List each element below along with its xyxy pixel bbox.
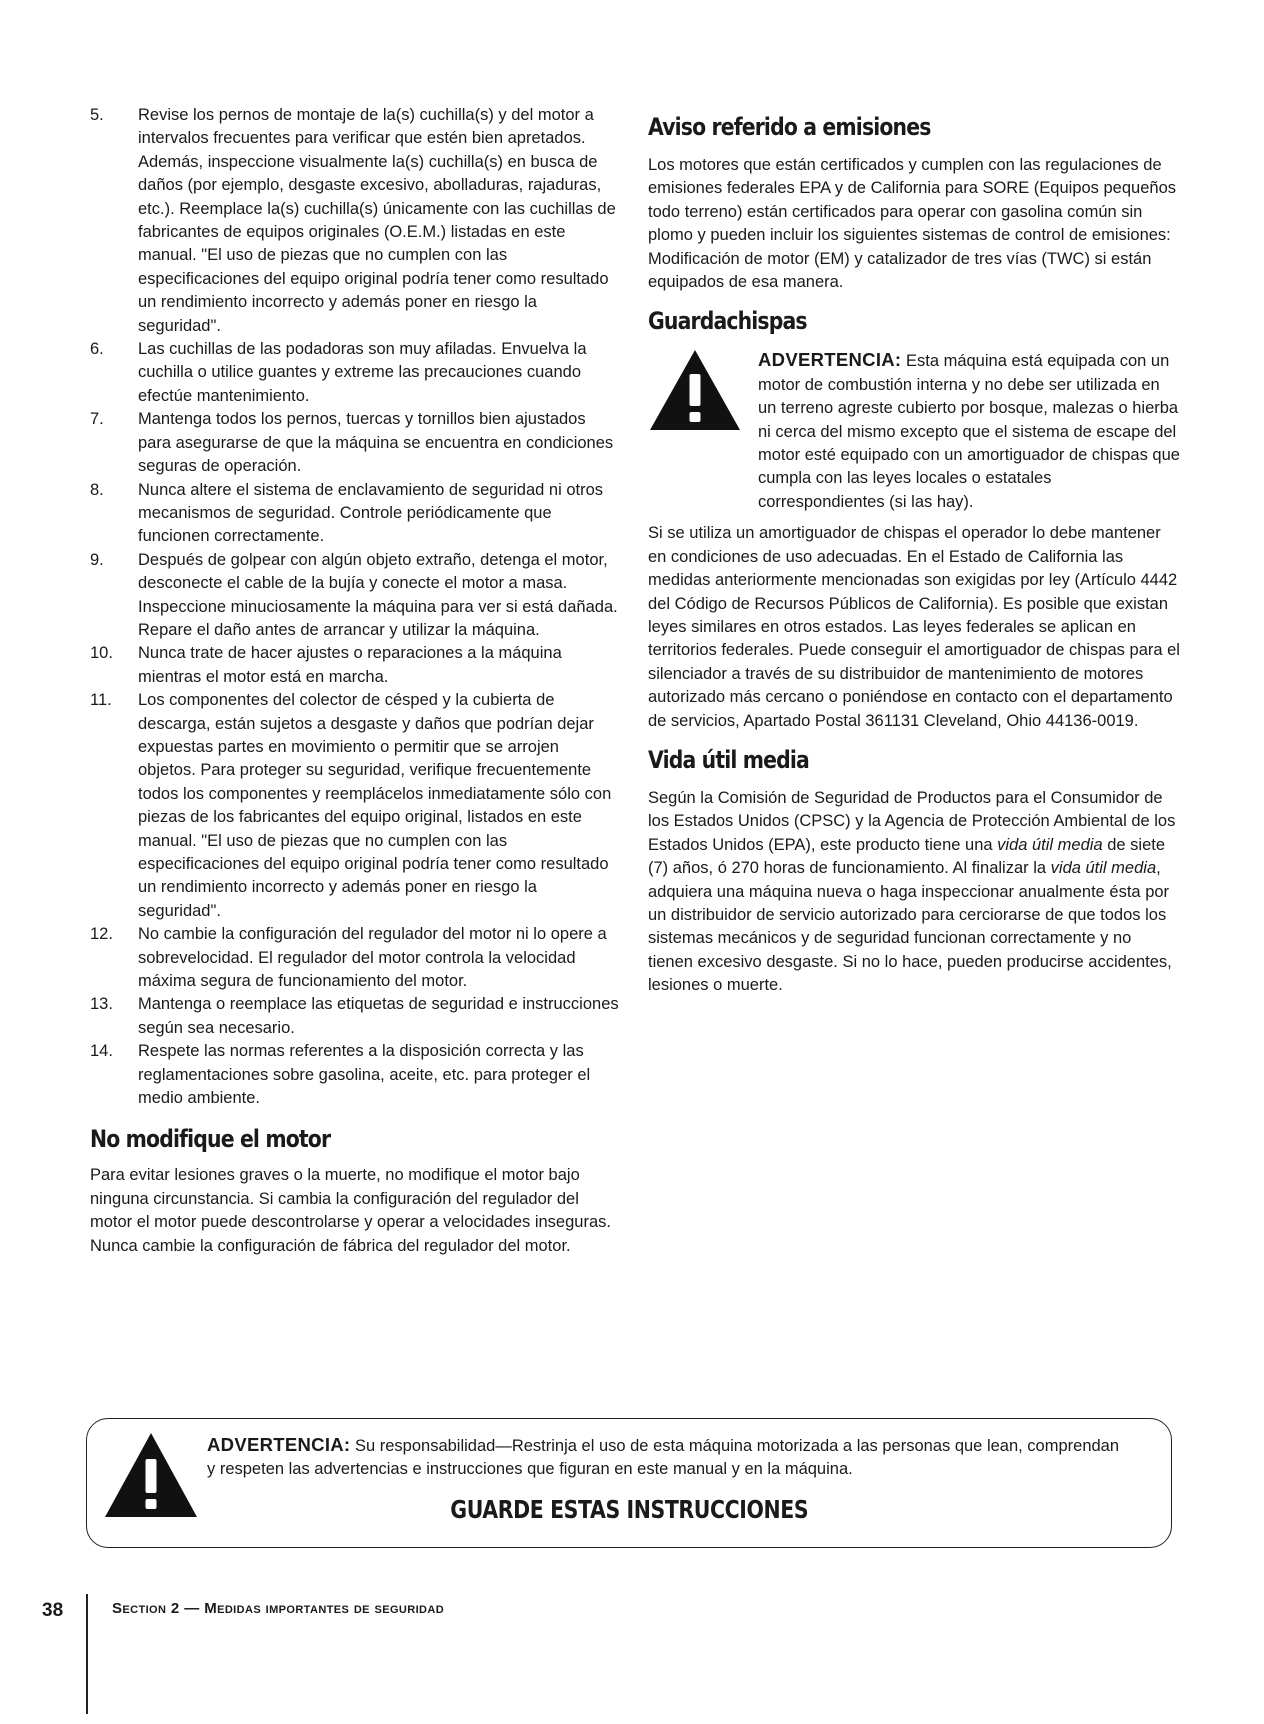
save-instructions-heading [87,1495,1171,1524]
useful-life-text-part: Según la Comisión de Seguridad de Productos para el Consumidor de los Estados Unidos (CPSC) y la Agencia de Protección Ambiental de los Estados Unidos (EPA), este producto tiene una [648,788,1176,854]
useful-life-term: vida útil media [997,835,1103,854]
safety-rule-item [90,408,620,478]
rule-number: 13. [90,995,113,1014]
useful-life-text-part: , adquiera una máquina nueva o haga inspeccionar anualmente ésta por un distribuidor de servicio autorizado para cerciorarse de que todos los sistemas mecánicos y de seguridad funcionan correctamente y no tienen excesivo desgaste. Si no lo hace, pueden producirse accidentes, lesiones o muerte. [648,859,1172,995]
safety-rule-item [90,1040,620,1110]
useful-life-text-part: de siete (7) años, ó 270 horas de funcionamiento. Al finalizar la [648,835,1166,878]
warning-triangle-icon [648,348,742,437]
rule-number: 14. [90,1042,113,1061]
rule-number: 10. [90,644,113,663]
warning-label: ADVERTENCIA: [758,349,902,371]
rule-text: Las cuchillas de las podadoras son muy afiladas. Envuelva la cuchilla o utilice guantes y extreme las precauciones cuando efectúe mantenimiento. [138,340,587,405]
safety-rule-item [90,338,620,408]
spark-arrester-text: Si se utiliza un amortiguador de chispas el operador lo debe mantener en condiciones de uso adecuadas. En el Estado de California las medidas anteriormente mencionadas son exigidas por ley (Artículo 4442 del Código de Recursos Públicos de California). Es posible que existan leyes similares en otros estados. Las leyes federales se aplican en territorios federales. Puede conseguir el amortiguador de chispas para el silenciador a través de su distribuidor de mantenimiento de motores autorizado más cercano o poniéndose en contacto con el departamento de servicios, Apartado Postal 361131 Cleveland, Ohio 44136-0019. [648,524,1180,730]
spark-arrester-heading: Guardachispas [648,307,807,336]
bottom-warning-box [86,1418,1172,1548]
rule-number: 6. [90,340,104,359]
rule-text: Revise los pernos de montaje de la(s) cuchilla(s) y del motor a intervalos frecuentes para verificar que estén bien apretados. Además, inspeccione visualmente la(s) cuchilla(s) en busca de daños (por ejemplo, desgaste excesivo, abolladuras, rajaduras, etc.). Reemplace la(s) cuchilla(s) únicamente con las cuchillas de fabricantes de equipos originales (O.E.M.) listadas en este manual. "El uso de piezas que no cumplen con las especificaciones del equipo original podría tener como resultado un rendimiento incorrecto y además poner en riesgo la seguridad". [138,106,616,335]
emissions-heading: Aviso referido a emisiones [648,113,931,141]
rule-text: Mantenga todos los pernos, tuercas y tornillos bien ajustados para asegurarse de que la máquina se encuentra en condiciones seguras de operación. [138,410,614,476]
useful-life-heading: Vida útil media [648,745,809,774]
rule-text: Después de golpear con algún objeto extraño, detenga el motor, desconecte el cable de la bujía y conecte el motor a masa. Inspeccione minuciosamente la máquina para ver si está dañada. Repare el daño antes de arrancar y utilizar la máquina. [138,550,618,639]
save-instructions-text: GUARDE ESTAS INSTRUCCIONES [450,1495,808,1524]
rule-text: Respete las normas referentes a la disposición correcta y las reglamentaciones sobre gasolina, aceite, etc. para proteger el medio ambiente. [138,1042,591,1108]
spark-arrester-warning-text [758,348,1180,514]
safety-rule-item [90,479,620,549]
rule-text: Nunca trate de hacer ajustes o reparaciones a la máquina mientras el motor está en marcha. [138,644,562,686]
no-modify-text: Para evitar lesiones graves o la muerte, no modifique el motor bajo ninguna circunstancia. Si cambia la configuración del regulador del motor el motor puede descontrolarse y operar a velocidades inseguras. Nunca cambie la configuración de fábrica del regulador del motor. [90,1166,611,1255]
right-column [648,104,1180,998]
rule-text: Los componentes del colector de césped y la cubierta de descarga, están sujetos a desgaste y daños que podrían dejar expuestas partes en movimiento o permitir que se arrojen objetos. Para proteger su seguridad, verifique frecuentemente todos los componentes y reemplácelos inmediatamente sólo con piezas de los fabricantes del equipo original, listados en este manual. "El uso de piezas que no cumplen con las especificaciones del equipo original podría tener como resultado un rendimiento incorrecto y además poner en riesgo la seguridad". [138,691,612,920]
bottom-warning-body: Su responsabilidad—Restrinja el uso de esta máquina motorizada a las personas que lean, comprendan y respeten las advertencias e instrucciones que figuran en este manual y en la máquina. [207,1437,1120,1479]
useful-life-text [648,787,1180,998]
rule-number: 11. [90,691,112,710]
bottom-warning-label: ADVERTENCIA: [207,1434,351,1455]
emissions-text: Los motores que están certificados y cumplen con las regulaciones de emisiones federales EPA y de California para SORE (Equipos pequeños todo terreno) están certificados para operar con gasolina común sin plomo y pueden incluir los siguientes sistemas de control de emisiones: Modificación de motor (EM) y catalizador de tres vías (TWC) si están equipados de esa manera. [648,156,1176,292]
warning-body: Esta máquina está equipada con un motor de combustión interna y no debe ser utilizada en un terreno agreste cubierto por bosque, malezas o hierba ni cerca del mismo excepto que el sistema de escape del motor esté equipado con un amortiguador de chispas que cumpla con las leyes locales o estatales correspondientes (si las hay). [758,352,1180,511]
section-title: Section 2 — Medidas importantes de seguridad [112,1600,445,1617]
rule-number: 7. [90,410,104,429]
safety-rule-item [90,923,620,993]
page-number: 38 [42,1600,64,1621]
rule-number: 12. [90,925,113,944]
spark-arrester-warning [648,348,1180,514]
useful-life-term: vida útil media [1050,859,1157,878]
rule-number: 9. [90,550,104,569]
safety-rule-item [90,642,620,689]
footer-divider [86,1594,88,1714]
rule-text: No cambie la configuración del regulador del motor ni lo opere a sobrevelocidad. El regulador del motor controla la velocidad máxima segura de funcionamiento del motor. [138,925,607,991]
safety-rule-item [90,549,620,643]
bottom-warning-text [207,1433,1131,1482]
safety-rule-item [90,993,620,1040]
rule-number: 5. [90,106,104,124]
safety-rule-item [90,689,620,923]
rule-text: Nunca altere el sistema de enclavamiento de seguridad ni otros mecanismos de seguridad. Controle periódicamente que funcionen correctamente. [138,480,604,546]
rule-number: 8. [90,480,104,499]
left-column [90,104,620,1258]
rule-text: Mantenga o reemplace las etiquetas de seguridad e instrucciones según sea necesario. [138,995,619,1037]
safety-rules-list [90,104,620,1110]
no-modify-heading: No modifique el motor [90,1125,331,1154]
safety-rule-item [90,104,620,338]
